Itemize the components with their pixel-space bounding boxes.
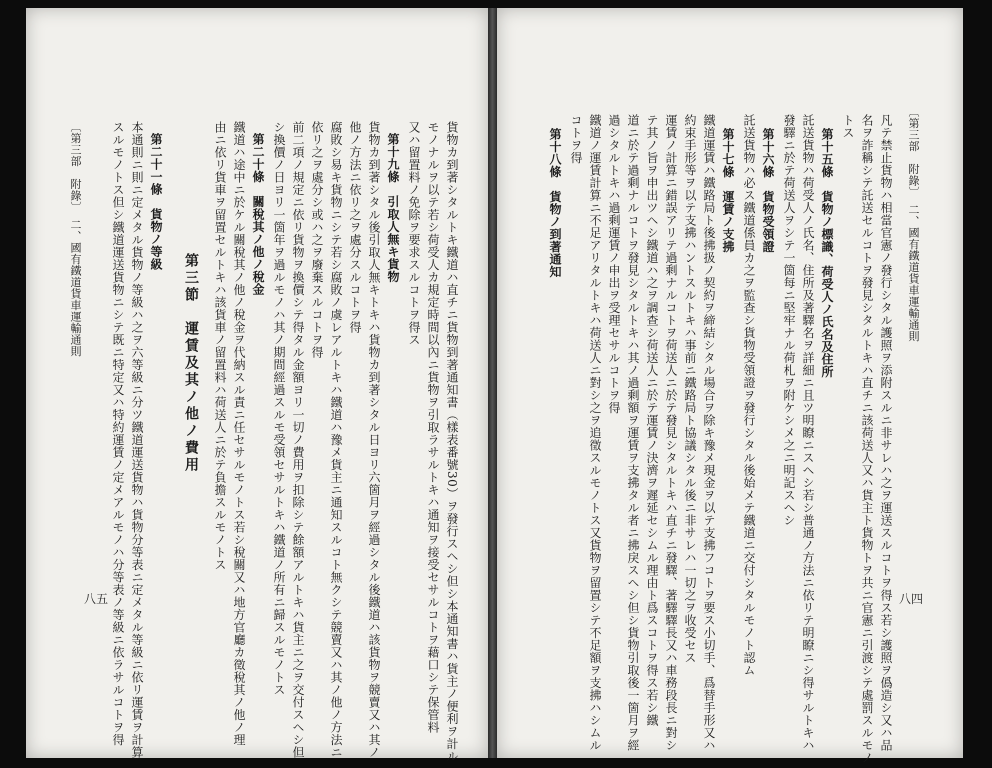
text-column: 鐵道運賃ハ鐵路局ト後拂扱ノ契約ヲ締結シタル場合ヲ除キ豫メ現金ヲ以テ支拂フコトヲ要ス小切手、爲替手形又ハ bbox=[702, 114, 716, 752]
text-column: 又ハ留置料ノ免除ヲ要求スルコトヲ得ス bbox=[407, 121, 421, 346]
text-column: 他ノ方法ニ依リ之ヲ處分スルコトヲ得 bbox=[348, 121, 362, 334]
text-column: 過シタルトキハ過剩運賃ノ申出ヲ受理セサルコトヲ得 bbox=[607, 114, 621, 414]
article-heading: 第十八條 貨物ノ到著通知 bbox=[548, 128, 562, 278]
text-column: 約束手形等ヲ以テ支拂ハントスルトキハ事前ニ鐵路局ト協議シタル後ニ非サレハ一切之ヲ收受セス bbox=[683, 114, 697, 664]
text-column: 貨物カ到著シタルトキ鐵道ハ直チニ貨物到著通知書（樣表番號30）ヲ發行スヘシ但シ本通知書ハ貨主ノ便利ヲ計ル bbox=[445, 121, 459, 763]
text-column: 運賃ノ計算ニ錯誤アリテ過剩ナルコトヲ荷送人ニ於テ發見シタルトキハ直チニ發驛、著驛驛長又ハ車務段長ニ對シ bbox=[664, 114, 678, 752]
text-column: 託送貨物ハ荷受人ノ氏名、住所及著驛名ヲ詳細ニ且ツ明瞭ニスヘシ若シ普通ノ方法ニ依リテ明瞭ニシ得サルトキハ bbox=[801, 114, 815, 752]
text-column: 鐵道ノ運賃計算ニ不足アリタルトキハ荷送人ニ對シ之ヲ追徵スルモノトス又貨物ヲ留置シテ不足額ヲ支拂ハシムル bbox=[588, 114, 602, 752]
article-heading: 第二十條 關稅其ノ他ノ稅金 bbox=[251, 133, 265, 296]
text-column: スルモノトス但シ鐵道運送貨物ニシテ既ニ特定又ハ特約運賃ノ定メアルモノハ分等表ノ等級ニ依ラサルコトヲ得 bbox=[111, 121, 125, 746]
text-column: 前二項ノ規定ニ依リ貨物ヲ換價シテ得タル金額ヨリ一切ノ費用ヲ扣除シテ餘額アルトキハ貨主ニ之ヲ交付スヘシ但 bbox=[291, 121, 305, 759]
text-column: 貨物カ到著シタル後引取人無キトキハ貨物カ到著シタル日ヨリ六箇月ヲ經過シタル後鐵道ハ該貨物ヲ競賣又ハ其ノ bbox=[367, 121, 381, 759]
text-column: 腐敗シ易キ貨物ニシテ若シ腐敗ノ虞レアルトキハ鐵道ハ豫メ貨主ニ通知スルコト無クシテ競賣又ハ其ノ他ノ方法ニ bbox=[329, 121, 343, 759]
page-number: 八五 bbox=[84, 592, 109, 606]
text-column: 凡テ禁止貨物ハ相當官憲ノ發行シタル護照ヲ添附スルニ非サレハ之ヲ運送スルコトヲ得ス若シ護照ヲ僞造シ又ハ品 bbox=[879, 114, 893, 752]
text-column: 名ヲ詐稱シテ託送セルコトヲ發見シタルトキハ直チニ該荷送人又ハ貨主ト貨物トヲ共ニ官憲ニ引渡シテ處罰スルモノ bbox=[860, 114, 874, 764]
text-column: モノナルヲ以テ若シ荷受人カ規定時間以內ニ貨物ヲ引取ラサルトキハ通知ヲ接受セサルコトヲ藉口シテ保管料 bbox=[426, 121, 440, 734]
text-column: テ其ノ旨ヲ申出ツヘシ鐵道ハ之ヲ調查シ荷送人ニ於テ運賃ノ決濟ヲ遲延セシムル理由ト爲スコトヲ得ス若シ鐵 bbox=[645, 114, 659, 727]
running-header: 〔第三部 附錄〕 二、國有鐵道貨車運輸通則 bbox=[907, 106, 920, 342]
text-column: 發驛ニ於テ荷送人ヲシテ一箇每ニ堅牢ナル荷札ヲ附ケシメ之ニ明記スヘシ bbox=[782, 114, 796, 527]
article-heading: 第十七條 運賃ノ支拂 bbox=[721, 128, 735, 253]
text-column: 本通則ニ則ニ定メタル貨物ノ等級ハ之ヲ六等級ニ分ツ鐵道運送貨物ハ貨物分等表ニ定メタル等級ニ依リ運賃ヲ計算 bbox=[130, 121, 144, 759]
text-column: トス bbox=[841, 114, 855, 139]
right-page bbox=[497, 8, 963, 764]
page-number: 八四 bbox=[899, 592, 924, 606]
running-header: 〔第三部 附錄〕 二、國有鐵道貨車運輸通則 bbox=[69, 121, 82, 357]
article-heading: 第十六條 貨物受領證 bbox=[761, 128, 775, 253]
article-heading: 第十九條 引取人無キ貨物 bbox=[386, 133, 400, 283]
text-column: 道ニ於テ過剩ナルコトヲ發見シタルトキハ其ノ過剩額ヲ運賃ヲ支拂タル者ニ拂戾スヘシ但シ貨物引取後一箇月ヲ經 bbox=[626, 114, 640, 752]
article-heading: 第二十一條 貨物ノ等級 bbox=[149, 133, 163, 271]
text-column: 依リ之ヲ處分シ或ハ之ヲ廢棄スルコトヲ得 bbox=[310, 121, 324, 359]
text-column: コトヲ得 bbox=[569, 114, 583, 164]
article-heading: 第十五條 貨物ノ標識、荷受人ノ氏名及住所 bbox=[820, 128, 834, 378]
text-column: 託送貨物ハ必ス鐵道係員カ之ヲ監查シ貨物受領證ヲ發行シタル後始メテ鐵道ニ交付シタルモノト認ム bbox=[742, 114, 756, 677]
section-title: 第三節 運賃及其ノ他ノ費用 bbox=[183, 253, 199, 474]
text-column: シ換價ノ日ヨリ一箇年ヲ過ルモノハ其ノ期間經過スルモ受領セサルトキハ鐵道ノ所有ニ歸スルモノトス bbox=[272, 121, 286, 696]
left-page bbox=[26, 8, 488, 763]
book-spine bbox=[488, 8, 497, 758]
text-column: 鐵道ハ途中ニ於ケル關稅其ノ他ノ稅金ヲ代納スル責ニ任セサルモノトス若シ稅關又ハ地方官廳カ徵稅其ノ他ノ理 bbox=[232, 121, 246, 746]
text-column: 由ニ依リ貨車ヲ留置セルトキハ該貨車ノ留置料ハ荷送人ニ於テ負擔スルモノトス bbox=[213, 121, 227, 571]
